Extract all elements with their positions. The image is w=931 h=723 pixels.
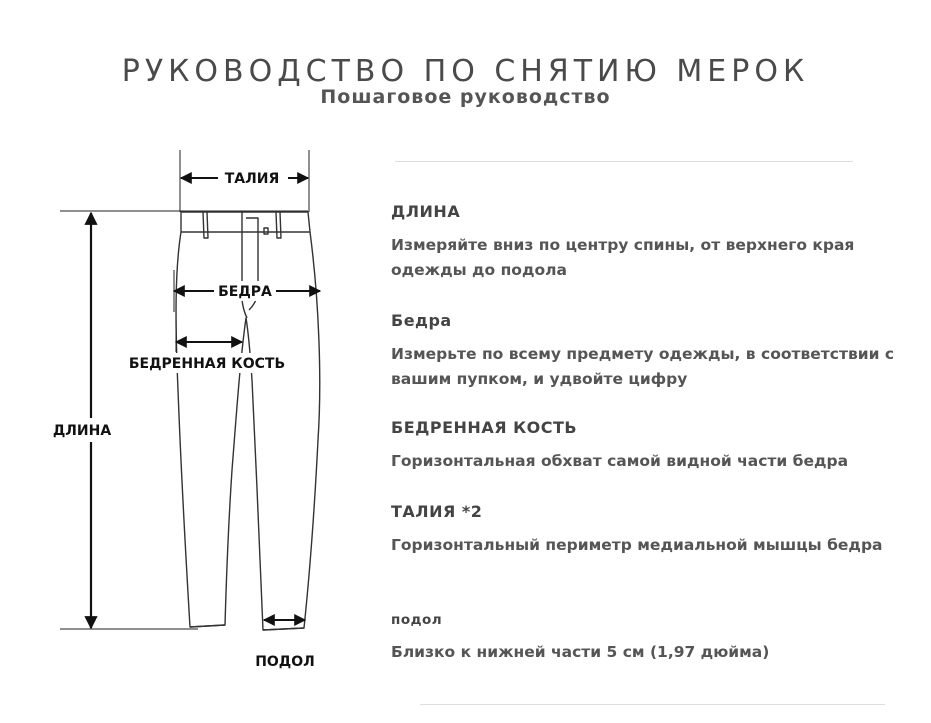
section-hem — [391, 612, 911, 665]
page-subtitle: Пошаговое руководство — [320, 86, 611, 108]
waist-label: ТАЛИЯ — [224, 171, 280, 187]
section-text: Измеряйте вниз по центру спины, от верхнего края одежды до подола — [391, 236, 855, 279]
section-thigh — [391, 418, 911, 474]
section-text: Близко к нижней части 5 см (1,97 дюйма) — [391, 643, 770, 661]
section-text: Измерьте по всему предмету одежды, в соответствии с вашим пупком, и удвойте цифру — [391, 345, 895, 388]
top-divider — [395, 161, 853, 162]
thigh-label: БЕДРЕННАЯ КОСТЬ — [128, 356, 286, 372]
section-hip — [391, 311, 911, 392]
section-heading: БЕДРЕННАЯ КОСТЬ — [391, 418, 578, 437]
section-heading: ДЛИНА — [391, 202, 461, 221]
section-text: Горизонтальный периметр медиальной мышцы бедра — [391, 536, 883, 554]
bottom-divider — [420, 704, 885, 705]
hem-label: ПОДОЛ — [255, 654, 315, 670]
section-waist — [391, 502, 911, 558]
section-heading: Бедра — [391, 311, 452, 330]
section-text: Горизонтальная обхват самой видной части бедра — [391, 452, 849, 470]
pants-outline — [176, 212, 320, 630]
section-heading: ТАЛИЯ *2 — [391, 502, 483, 521]
length-label: ДЛИНА — [52, 423, 112, 439]
section-length — [391, 202, 911, 283]
page-title: РУКОВОДСТВО ПО СНЯТИЮ МЕРОК — [121, 54, 810, 90]
section-heading: подол — [391, 612, 443, 628]
pants-diagram — [0, 0, 380, 723]
hip-label: БЕДРА — [218, 284, 272, 300]
